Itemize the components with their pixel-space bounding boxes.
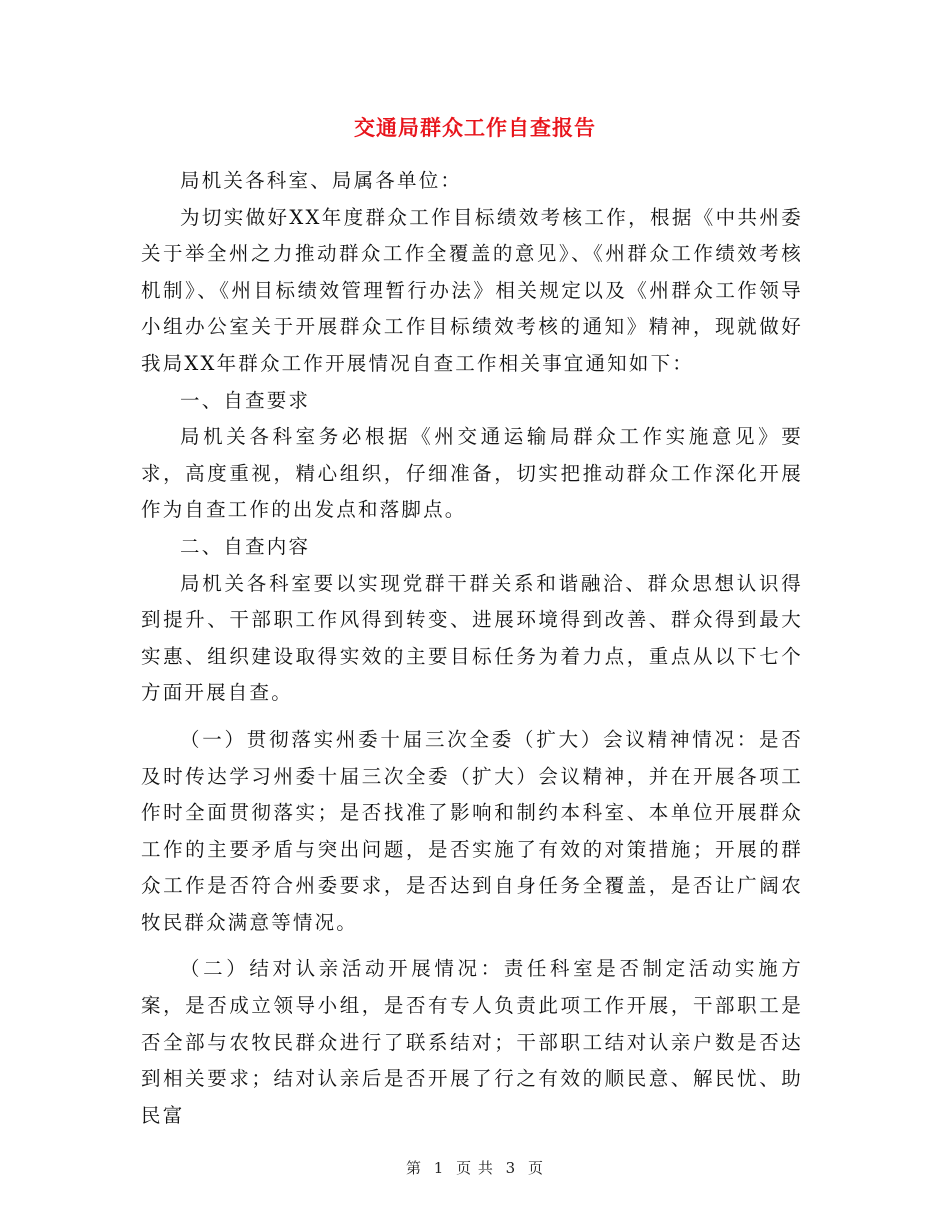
page-footer bbox=[0, 1157, 950, 1178]
footer-prefix: 第 bbox=[405, 1159, 422, 1177]
item-two-paragraph: （二）结对认亲活动开展情况：责任科室是否制定活动实施方案，是否成立领导小组，是否有专人负责此项工作开展，干部职工是否全部与农牧民群众进行了联系结对；干部职工结对认亲户数是否达到相关要求；结对认亲后是否开展了行之有效的顺民意、解民忧、助民富 bbox=[141, 957, 803, 1127]
content-paragraph: 局机关各科室要以实现党群干群关系和谐融洽、群众思想认识得到提升、干部职工作风得到转变、进展环境得到改善、群众得到最大实惠、组织建设取得实效的主要目标任务为着力点，重点从以下七个方面开展自查。 bbox=[141, 571, 803, 705]
footer-page-number: 1 bbox=[433, 1159, 445, 1177]
footer-mid: 页 共 bbox=[456, 1159, 494, 1177]
footer-total-pages: 3 bbox=[505, 1159, 517, 1177]
section-heading-requirements: 一、自查要求 bbox=[180, 388, 311, 412]
section-heading-content: 二、自查内容 bbox=[180, 534, 311, 558]
salutation: 局机关各科室、局属各单位： bbox=[180, 169, 463, 192]
item-one-paragraph: （一）贯彻落实州委十届三次全委（扩大）会议精神情况：是否及时传达学习州委十届三次全委（扩大）会议精神，并在开展各项工作时全面贯彻落实；是否找准了影响和制约本科室、本单位开展群众工作的主要矛盾与突出问题，是否实施了有效的对策措施；开展的群众工作是否符合州委要求，是否达到自身任务全覆盖，是否让广阔农牧民群众满意等情况。 bbox=[141, 727, 803, 934]
intro-paragraph: 为切实做好XX年度群众工作目标绩效考核工作，根据《中共州委关于举全州之力推动群众工作全覆盖的意见》、《州群众工作绩效考核机制》、《州目标绩效管理暂行办法》相关规定以及《州群众工作领导小组办公室关于开展群众工作目标绩效考核的通知》精神，现就做好我局XX年群众工作开展情况自查工作相关事宜通知如下： bbox=[141, 205, 803, 375]
footer-suffix: 页 bbox=[528, 1159, 545, 1177]
requirements-paragraph: 局机关各科室务必根据《州交通运输局群众工作实施意见》要求，高度重视，精心组织，仔细准备，切实把推动群众工作深化开展作为自查工作的出发点和落脚点。 bbox=[141, 425, 803, 522]
page-title: 交通局群众工作自查报告 bbox=[354, 116, 596, 140]
document-body bbox=[141, 163, 803, 1134]
